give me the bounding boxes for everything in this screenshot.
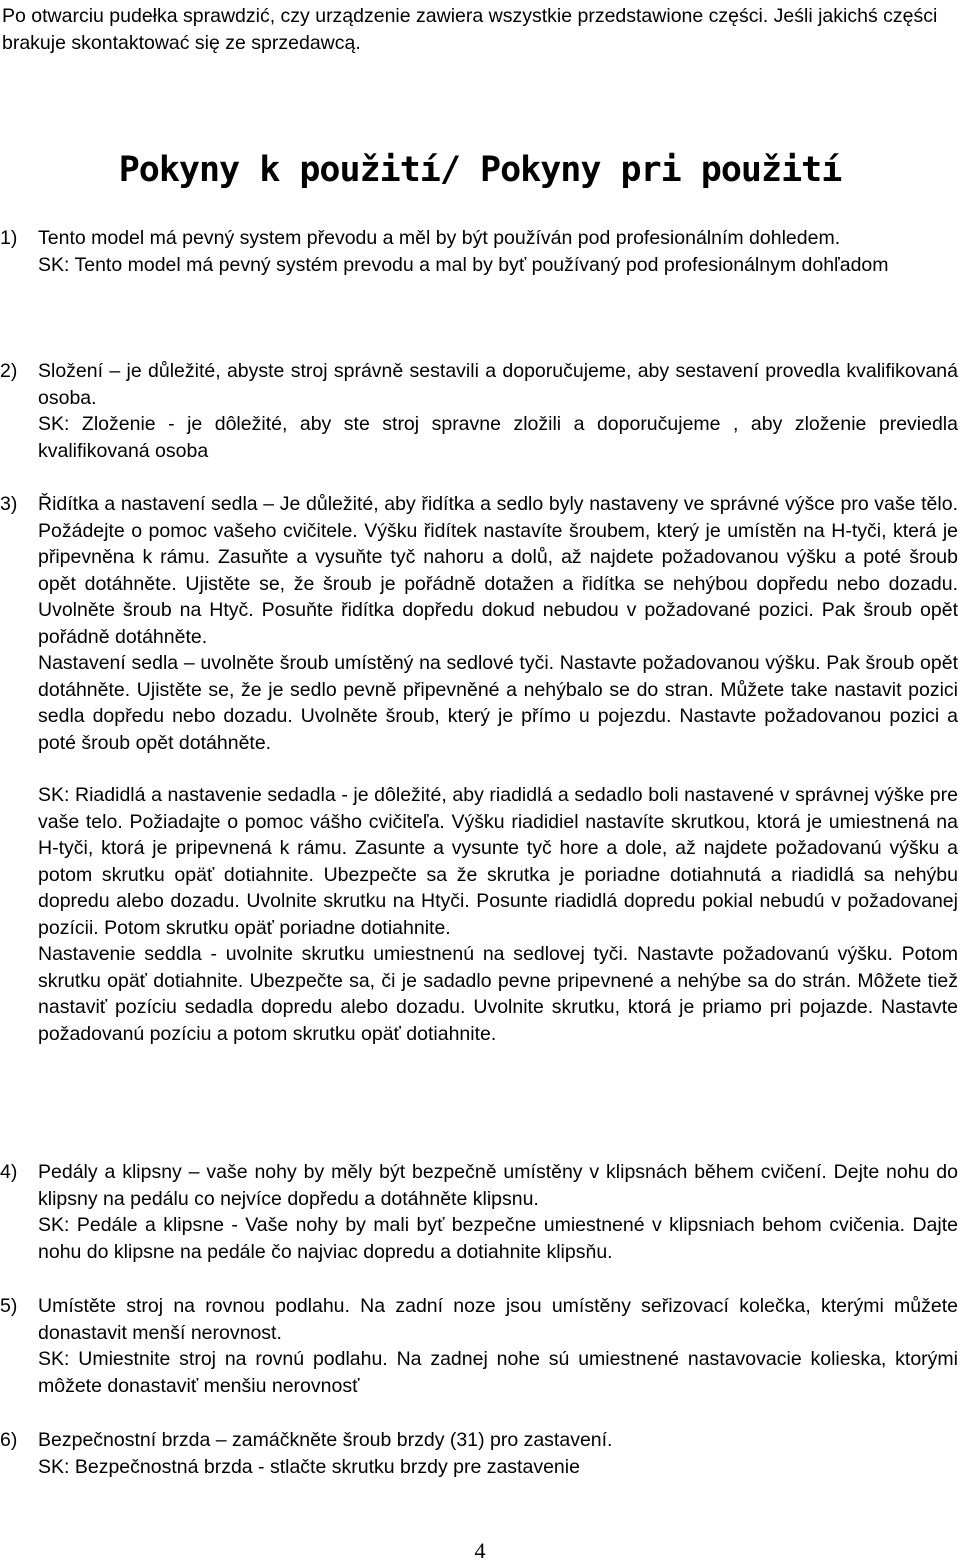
intro-paragraph: Po otwarciu pudełka sprawdzić, czy urządzenie zawiera wszystkie przedstawione części. Jeśli jakichś części brakuje skontaktować się ze sprzedawcą.: [2, 5, 938, 54]
paragraph-gap: [38, 756, 958, 782]
instruction-item-3: [0, 491, 958, 1047]
item-paragraph-cz: Bezpečnostní brzda – zamáčkněte šroub brzdy (31) pro zastavení.: [38, 1429, 613, 1451]
item-paragraph-sk: SK: Pedále a klipsne - Vaše nohy by mali byť bezpečne umiestnené v klipsniach behom cvičenia. Dajte nohu do klipsne na pedále čo najviac dopredu a dotiahnite klipsňu.: [38, 1214, 958, 1263]
item-number: 6): [0, 1429, 18, 1451]
instruction-item-5: [0, 1293, 958, 1399]
item-paragraph-cz-handlebars: Řidítka a nastavení sedla – Je důležité, aby řidítka a sedlo byly nastaveny ve správné výšce pro vaše tělo. Požádejte o pomoc vašeho cvičitele. Výšku řidítek nastavíte šroubem, který je umístěn na H-tyči, která je připevněna k rámu. Zasuňte a vysuňte tyč nahoru a dolů, až najdete požadovanou výšku a poté šroub opět dotáhněte. Ujistěte se, že šroub je pořádně dotažen a řidítka se nehýbou dopředu nebo dozadu. Uvolněte šroub na Htyč. Posuňte řidítka dopředu dokud nebudou v požadované pozici. Pak šroub opět pořádně dotáhněte.: [38, 493, 958, 648]
item-body: [38, 1293, 958, 1399]
item-body: [38, 358, 958, 464]
item-paragraph-cz: Složení – je důležité, abyste stroj správně sestavili a doporučujeme, aby sestavení provedla kvalifikovaná osoba.: [38, 360, 958, 409]
item-number: 2): [0, 360, 18, 382]
page-number: 4: [474, 1538, 486, 1563]
instruction-item-4: [0, 1159, 958, 1265]
item-paragraph-cz: Umístěte stroj na rovnou podlahu. Na zadní noze jsou umístěny seřizovací kolečka, kterými můžete donastavit menší nerovnost.: [38, 1295, 958, 1344]
item-number: 1): [0, 227, 18, 249]
item-body: [38, 225, 958, 278]
item-paragraph-sk-handlebars: SK: Riadidlá a nastavenie sedadla - je dôležité, aby riadidlá a sedadlo boli nastavené v správnej výške pre vaše telo. Požiadajte o pomoc vášho cvičiteľa. Výšku riadidiel nastavíte skrutkou, ktorá je umiestnená na H-tyči, ktorá je pripevnená k rámu. Zasunte a vysunte tyč hore a dole, až najdete požadovanú výšku a potom skrutku opäť dotiahnite. Ubezpečte sa že skrutka je poriadne dotiahnutá a riadidlá sa nehýbu dopredu alebo dozadu. Uvolnite skrutku na Htyči. Posunte riadidlá dopredu pokial nebudú v požadovanej pozícii. Potom skrutku opäť poriadne dotiahnite.: [38, 784, 958, 939]
item-body: [38, 1159, 958, 1265]
item-paragraph-sk: SK: Umiestnite stroj na rovnú podlahu. Na zadnej nohe sú umiestnené nastavovacie kolieska, ktorými môžete donastaviť menšiu nerovnosť: [38, 1348, 958, 1397]
page-title: Pokyny k použití/ Pokyny pri použití: [118, 150, 842, 190]
item-number: 4): [0, 1161, 18, 1183]
item-body: [38, 491, 958, 1047]
item-paragraph-cz-seat: Nastavení sedla – uvolněte šroub umístěný na sedlové tyči. Nastavte požadovanou výšku. Pak šroub opět dotáhněte. Ujistěte se, že je sedlo pevně připevněné a nehýbalo se do stran. Můžete take nastavit pozici sedla dopředu nebo dozadu. Uvolněte šroub, který je přímo u pojezdu. Nastavte požadovanou pozici a poté šroub opět dotáhněte.: [38, 652, 958, 754]
item-paragraph-cz: Pedály a klipsny – vaše nohy by měly být bezpečně umístěny v klipsnách během cvičení. Dejte nohu do klipsny na pedálu co nejvíce dopředu a dotáhněte klipsnu.: [38, 1161, 958, 1210]
item-paragraph-sk: SK: Bezpečnostná brzda - stlačte skrutku brzdy pre zastavenie: [38, 1455, 580, 1478]
item-paragraph-sk: SK: Tento model má pevný systém prevodu a mal by byť používaný pod profesionálnym dohľadom: [38, 253, 889, 276]
item-number: 3): [0, 493, 18, 515]
instruction-item-2: [0, 358, 958, 464]
item-number: 5): [0, 1295, 18, 1317]
instruction-item-1: [0, 225, 958, 278]
item-paragraph-sk: SK: Zloženie - je dôležité, aby ste stroj spravne zložili a doporučujeme , aby zloženie previedla kvalifikovaná osoba: [38, 413, 958, 462]
item-body: [38, 1427, 958, 1480]
instruction-item-6: [0, 1427, 958, 1480]
item-paragraph-sk-seat: Nastavenie seddla - uvolnite skrutku umiestnenú na sedlovej tyči. Nastavte požadovanú výšku. Potom skrutku opäť dotiahnite. Ubezpečte sa, či je sadadlo pevne pripevnené a nehýbe sa do strán. Môžete tiež nastaviť pozíciu sedadla dopredu alebo dozadu. Uvolnite skrutku, ktorá je priamo pri pojazde. Nastavte požadovanú pozíciu a potom skrutku opäť dotiahnite.: [38, 943, 958, 1045]
item-paragraph-cz: Tento model má pevný system převodu a měl by být používán pod profesionálním dohledem.: [38, 227, 841, 249]
